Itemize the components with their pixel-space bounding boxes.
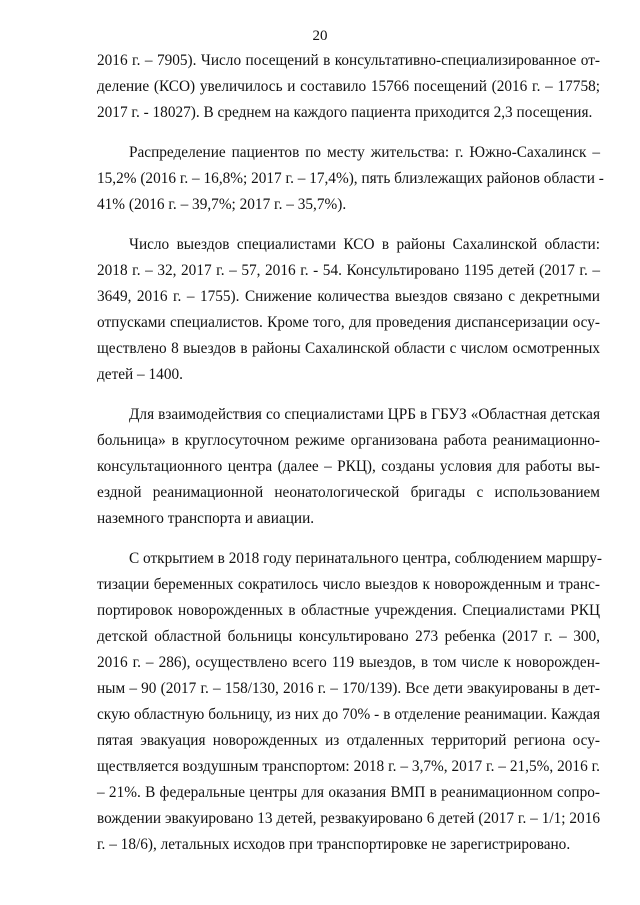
paragraph-field-trips	[97, 232, 600, 388]
text-line: тизации беременных сократилось число выездов к новорожденным и транс-	[97, 576, 600, 593]
text-line: ным – 90 (2017 г. – 158/130, 2016 г. – 170/139). Все дети эвакуированы в дет-	[97, 680, 600, 697]
text-line: 41% (2016 г. – 39,7%; 2017 г. – 35,7%).	[97, 196, 347, 213]
text-line: скую областную больницу, из них до 70% - в отделение реанимации. Каждая	[97, 706, 600, 723]
text-line: больница» в круглосуточном режиме организована работа реанимационно-	[97, 432, 600, 449]
text-line: пятая эвакуация новорожденных из отдаленных территорий региона осу-	[97, 732, 600, 749]
text-line: 2017 г. - 18027). В среднем на каждого пациента приходится 2,3 посещения.	[97, 104, 593, 121]
text-line: 3649, 2016 г. – 1755). Снижение количества выездов связано с декретными	[97, 288, 600, 305]
text-line: – 21%. В федеральные центры для оказания ВМП в реанимационном сопро-	[97, 784, 600, 801]
text-line: ездной реанимационной неонатологической бригады с использованием	[97, 484, 600, 501]
text-line: отпусками специалистов. Кроме того, для проведения диспансеризации осу-	[97, 314, 600, 331]
text-line: 2016 г. – 7905). Число посещений в консультативно-специализированное от-	[97, 52, 600, 69]
text-line: ществляется воздушным транспортом: 2018 г. – 3,7%, 2017 г. – 21,5%, 2016 г.	[97, 758, 600, 775]
text-line: Распределение пациентов по месту жительства: г. Южно-Сахалинск –	[129, 144, 600, 161]
text-line: деление (КСО) увеличилось и составило 15766 посещений (2016 г. – 17758;	[97, 78, 600, 95]
text-line: Для взаимодействия со специалистами ЦРБ в ГБУЗ «Областная детская	[129, 406, 600, 423]
text-line: портировок новорожденных в областные учреждения. Специалистами РКЦ	[97, 602, 600, 619]
paragraph-perinatal-center	[97, 546, 600, 858]
paragraph-reanimation-center	[97, 402, 600, 532]
paragraph-residence	[97, 140, 604, 218]
text-line: детей – 1400.	[97, 366, 183, 383]
text-line: г. – 18/6), летальных исходов при транспортировке не зарегистрировано.	[97, 836, 571, 853]
document-body	[97, 48, 604, 858]
text-line: вождении эвакуировано 13 детей, резвакуировано 6 детей (2017 г. – 1/1; 2016	[97, 810, 600, 827]
text-line: 2016 г. – 286), осуществлено всего 119 выездов, в том числе к новорожден-	[97, 654, 600, 671]
text-line: ществлено 8 выездов в районы Сахалинской области с числом осмотренных	[97, 340, 600, 357]
page-number: 20	[312, 28, 328, 44]
text-line: Число выездов специалистами КСО в районы Сахалинской области:	[129, 236, 600, 253]
text-line: 15,2% (2016 г. – 16,8%; 2017 г. – 17,4%), пять близлежащих районов области -	[97, 170, 604, 187]
text-line: детской областной больницы консультировано 273 ребенка (2017 г. – 300,	[97, 628, 600, 645]
text-line: наземного транспорта и авиации.	[97, 510, 315, 527]
text-line: С открытием в 2018 году перинатального центра, соблюдением маршру-	[129, 550, 602, 567]
text-line: консультационного центра (далее – РКЦ), созданы условия для работы вы-	[97, 458, 600, 475]
paragraph-visits	[97, 48, 600, 126]
text-line: 2018 г. – 32, 2017 г. – 57, 2016 г. - 54. Консультировано 1195 детей (2017 г. –	[97, 262, 600, 279]
